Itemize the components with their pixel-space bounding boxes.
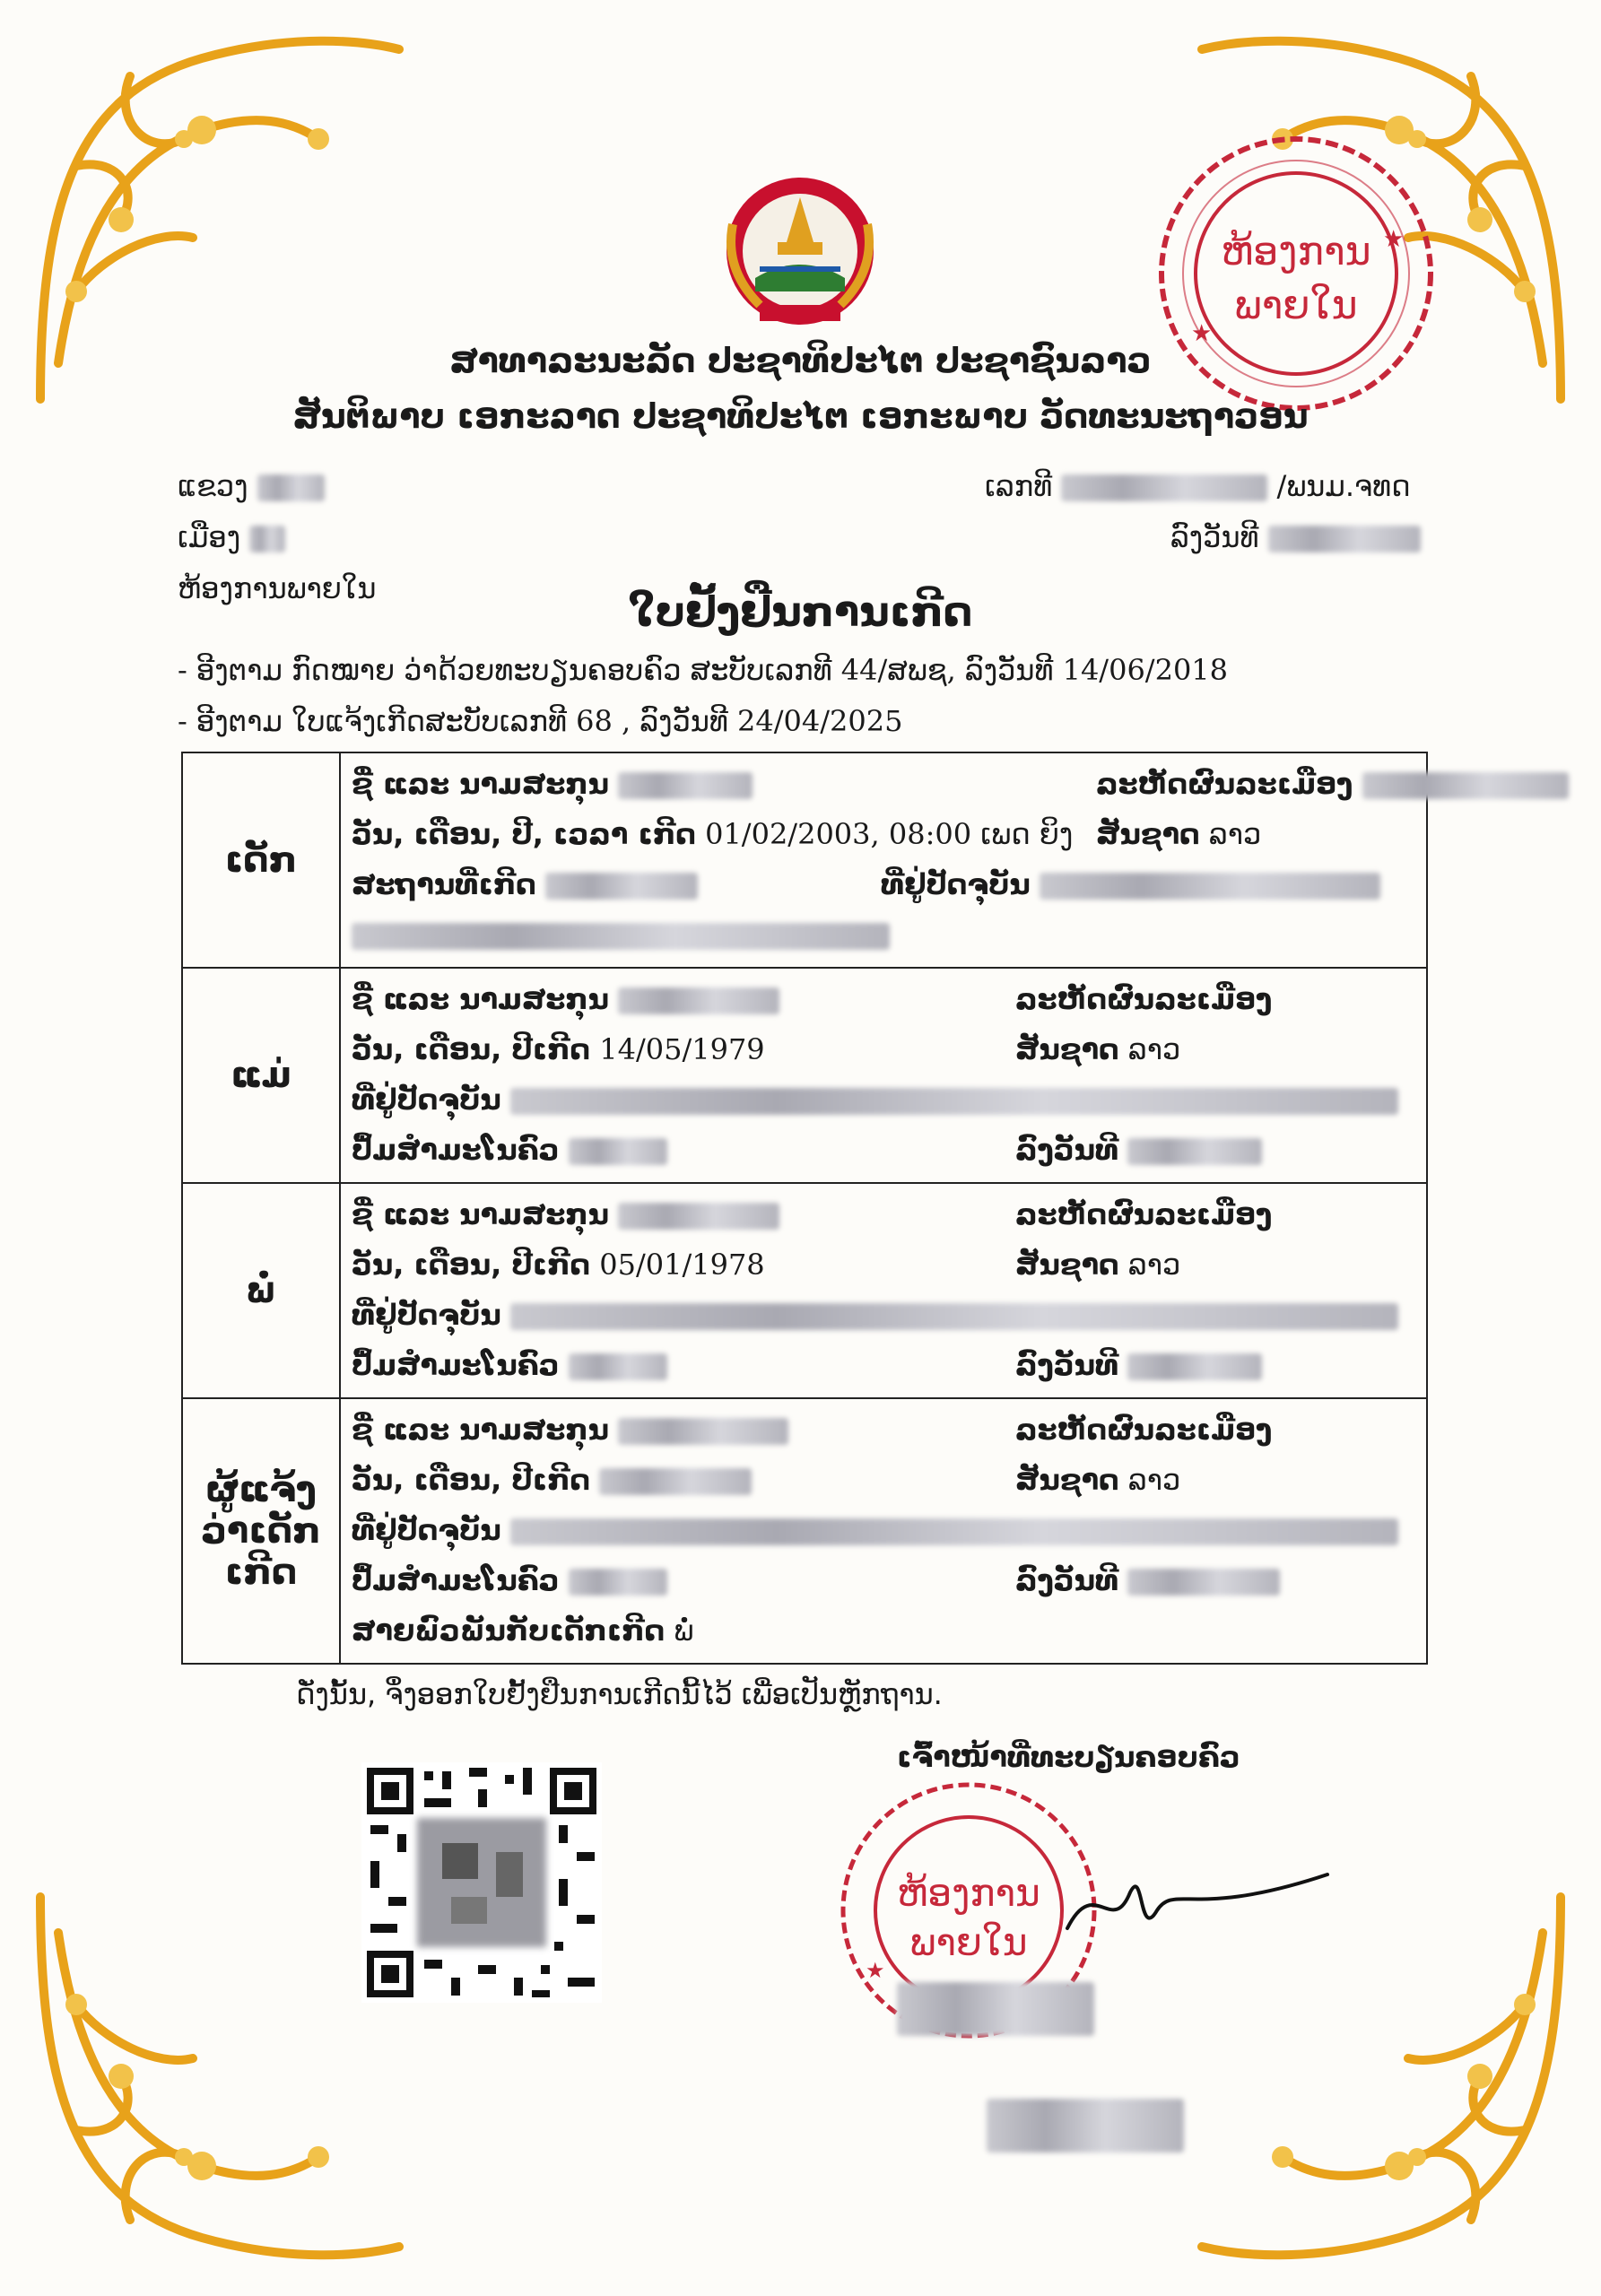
corner-ornament-bottom-left xyxy=(22,1888,408,2274)
mother-name-label: ຊື່ ແລະ ນາມສະກຸນ xyxy=(352,982,610,1016)
redacted-birthplace xyxy=(545,873,698,900)
stamp-bottom-text-1: ຫ້ອງການ xyxy=(897,1871,1040,1915)
mother-section xyxy=(182,968,1427,1183)
child-name-label: ຊື່ ແລະ ນາມສະກຸນ xyxy=(352,767,610,801)
father-nat-label: ສັນຊາດ xyxy=(1015,1248,1119,1282)
mother-nat-value: ລາວ xyxy=(1127,1032,1181,1066)
redacted-child-address-cont xyxy=(352,923,890,950)
mother-date-label: ລົງວັນທີ xyxy=(1015,1133,1119,1167)
redacted-child-code xyxy=(1362,772,1569,799)
mother-address-label: ທີ່ຢູ່ປັດຈຸບັນ xyxy=(352,1083,501,1117)
father-nat-value: ລາວ xyxy=(1127,1248,1181,1282)
doc-number-row xyxy=(985,469,1410,503)
father-details xyxy=(340,1183,1427,1398)
father-dob-value: 05/01/1978 xyxy=(599,1248,765,1282)
doc-date-row xyxy=(1170,520,1421,554)
official-title: ເຈົ້າໜ້າທີ່ທະບຽນຄອບຄົວ xyxy=(897,1740,1240,1774)
child-birthplace-label: ສະຖານທີ່ເກີດ xyxy=(352,867,536,901)
birth-details-table xyxy=(181,752,1428,1665)
mother-label: ແມ່ xyxy=(182,968,340,1183)
child-code-label: ລະຫັດຜົນລະເມືອງ xyxy=(1096,767,1353,801)
father-label: ພໍ່ xyxy=(182,1183,340,1398)
redacted-mother-address xyxy=(510,1088,1398,1115)
redacted-informant-dob xyxy=(599,1468,752,1495)
district-row xyxy=(178,520,285,554)
document-title: ໃບຢັ້ງຢືນການເກີດ xyxy=(628,587,973,636)
child-dob-label: ວັນ, ເດືອນ, ປີ, ເວລາ ເກີດ xyxy=(352,817,696,851)
doc-number-suffix: /ພນມ.ຈທດ xyxy=(1276,469,1411,503)
stamp-text-1: ຫ້ອງການ xyxy=(1221,229,1371,274)
father-dob-label: ວັນ, ເດືອນ, ປີເກີດ xyxy=(352,1248,591,1282)
child-dob-value: 01/02/2003, 08:00 xyxy=(705,817,972,851)
father-section xyxy=(182,1183,1427,1398)
doc-date-label: ລົງວັນທີ xyxy=(1170,520,1259,554)
informant-section xyxy=(182,1398,1427,1664)
redacted-father-address xyxy=(510,1303,1398,1330)
redacted-informant-date xyxy=(1127,1569,1280,1596)
redacted-informant-address xyxy=(510,1518,1398,1545)
father-code-label: ລະຫັດຜົນລະເມືອງ xyxy=(1015,1197,1273,1231)
country-motto: ສັນຕິພາບ ເອກະລາດ ປະຊາທິປະໄຕ ເອກະພາບ ວັດທະນະຖາວອນ xyxy=(292,396,1309,436)
redacted-informant-name xyxy=(618,1418,788,1445)
redacted-district xyxy=(249,526,285,552)
informant-name-label: ຊື່ ແລະ ນາມສະກຸນ xyxy=(352,1413,610,1447)
stamp-star-icon: ★ xyxy=(1383,226,1405,253)
redacted-child-address xyxy=(1040,873,1380,900)
informant-book-label: ປຶ້ມສຳມະໂນຄົວ xyxy=(352,1563,560,1597)
stamp-star-icon: ★ xyxy=(1191,320,1213,347)
child-label: ເດັກ xyxy=(182,752,340,968)
child-section xyxy=(182,752,1427,968)
doc-number-label: ເລກທີ xyxy=(985,469,1053,503)
mother-details xyxy=(340,968,1427,1183)
father-name-label: ຊື່ ແລະ ນາມສະກຸນ xyxy=(352,1197,610,1231)
mother-book-label: ປຶ້ມສຳມະໂນຄົວ xyxy=(352,1133,560,1167)
redacted-father-date xyxy=(1127,1353,1262,1380)
informant-relation-value: ພໍ່ xyxy=(674,1613,694,1648)
father-address-label: ທີ່ຢູ່ປັດຈຸບັນ xyxy=(352,1298,501,1332)
mother-code-label: ລະຫັດຜົນລະເມືອງ xyxy=(1015,982,1273,1016)
country-name: ສາທາລະນະລັດ ປະຊາທິປະໄຕ ປະຊາຊົນລາວ xyxy=(449,341,1152,380)
informant-relation-label: ສາຍພົວພັນກັບເດັກເກີດ xyxy=(352,1613,666,1648)
child-address-label: ທີ່ຢູ່ປັດຈຸບັນ xyxy=(881,867,1031,901)
informant-dob-label: ວັນ, ເດືອນ, ປີເກີດ xyxy=(352,1463,591,1497)
legal-reference-2: - ອີງຕາມ ໃບແຈ້ງເກີດສະບັບເລກທີ 68 , ລົງວັນທີ 24/04/2025 xyxy=(178,704,903,738)
informant-details xyxy=(340,1398,1427,1664)
redacted-doc-date xyxy=(1268,526,1421,552)
redacted-mother-name xyxy=(618,987,779,1014)
redacted-official-signature-name xyxy=(987,2099,1184,2152)
province-row xyxy=(178,469,325,503)
child-nat-label: ສັນຊາດ xyxy=(1096,817,1200,851)
redacted-mother-date xyxy=(1127,1138,1262,1165)
informant-label-line2: ວ່າເດັກເກີດ xyxy=(201,1510,321,1593)
office-name: ຫ້ອງການພາຍໃນ xyxy=(178,571,377,605)
redacted-official-name xyxy=(897,1982,1094,2036)
province-label: ແຂວງ xyxy=(178,469,248,503)
stamp-star-icon: ★ xyxy=(866,1958,885,1983)
signature xyxy=(1058,1857,1336,1955)
child-sex-label: ເພດ xyxy=(980,817,1031,851)
redacted-doc-number xyxy=(1061,474,1267,501)
redacted-father-book xyxy=(569,1353,667,1380)
closing-statement: ດັ່ງນັ້ນ, ຈຶ່ງອອກໃບຢັ້ງຢືນການເກີດນີ້ໄວ້ ເພື່ອເປັນຫຼັກຖານ. xyxy=(296,1677,943,1711)
national-emblem-icon xyxy=(706,170,894,332)
redacted-child-name xyxy=(618,772,753,799)
redacted-informant-book xyxy=(569,1569,667,1596)
stamp-bottom-text-2: ພາຍໃນ xyxy=(909,1920,1028,1964)
mother-dob-label: ວັນ, ເດືອນ, ປີເກີດ xyxy=(352,1032,591,1066)
district-label: ເມືອງ xyxy=(178,520,241,554)
father-date-label: ລົງວັນທີ xyxy=(1015,1348,1119,1382)
father-book-label: ປຶ້ມສຳມະໂນຄົວ xyxy=(352,1348,560,1382)
legal-reference-1: - ອີງຕາມ ກົດໝາຍ ວ່າດ້ວຍທະບຽນຄອບຄົວ ສະບັບເລກທີ 44/ສພຊ, ລົງວັນທີ 14/06/2018 xyxy=(178,653,1229,687)
stamp-text-2: ພາຍໃນ xyxy=(1234,283,1358,328)
informant-code-label: ລະຫັດຜົນລະເມືອງ xyxy=(1015,1413,1273,1447)
informant-date-label: ລົງວັນທີ xyxy=(1015,1563,1119,1597)
qr-code xyxy=(361,1762,602,2003)
informant-address-label: ທີ່ຢູ່ປັດຈຸບັນ xyxy=(352,1513,501,1547)
redacted-mother-book xyxy=(569,1138,667,1165)
redacted-father-name xyxy=(618,1203,779,1230)
informant-label-line1: ຜູ້ແຈ້ງ xyxy=(205,1469,317,1510)
informant-label xyxy=(182,1398,340,1664)
mother-nat-label: ສັນຊາດ xyxy=(1015,1032,1119,1066)
child-nat-value: ລາວ xyxy=(1208,817,1262,851)
redacted-province xyxy=(257,474,325,501)
mother-dob-value: 14/05/1979 xyxy=(599,1032,765,1066)
informant-nat-label: ສັນຊາດ xyxy=(1015,1463,1119,1497)
child-details xyxy=(340,752,1427,968)
informant-nat-value: ລາວ xyxy=(1127,1463,1181,1497)
child-sex-value: ຍິງ xyxy=(1039,817,1074,851)
